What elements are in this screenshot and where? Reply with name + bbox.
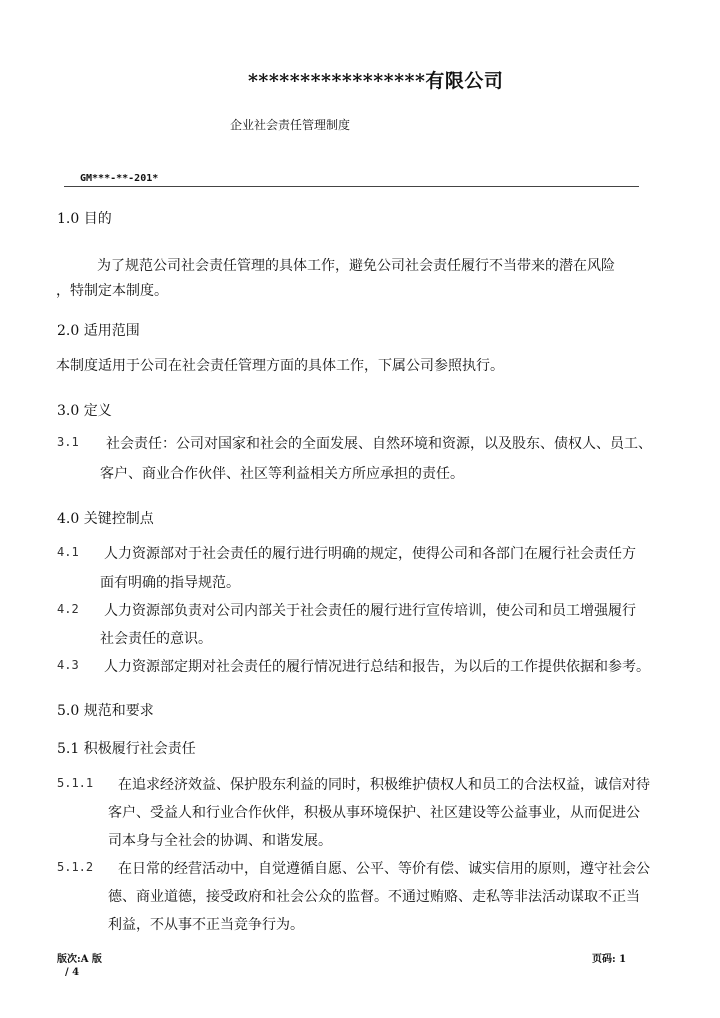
item-3-1-number: 3.1 [57,435,79,449]
footer-page-total: / 4 [65,967,80,978]
document-title: 企业社会责任管理制度 [230,118,351,132]
item-5-1-1-line-3: 司本身与全社会的协调、和谐发展。 [108,833,332,849]
item-5-1-2-number: 5.1.2 [57,860,94,874]
section-2-heading: 2.0 适用范围 [57,323,140,339]
item-5-1-1-line-2: 客户、受益人和行业合作伙伴，积极从事环境保护、社区建设等公益事业，从而促进公 [108,805,640,821]
section-3-heading: 3.0 定义 [57,403,112,419]
section-1-paragraph-line-2: ，特制定本制度。 [56,283,168,299]
item-4-1-number: 4.1 [57,545,79,559]
section-2-paragraph: 本制度适用于公司在社会责任管理方面的具体工作，下属公司参照执行。 [56,358,504,374]
item-4-1-line-1: 人力资源部对于社会责任的履行进行明确的规定，使得公司和各部门在履行社会责任方 [104,546,636,562]
item-4-3-number: 4.3 [57,658,79,672]
company-name: *****************有限公司 [248,70,504,92]
item-3-1-line-1: 社会责任：公司对国家和社会的全面发展、自然环境和资源，以及股东、债权人、员工、 [106,436,652,452]
item-5-1-2-line-3: 利益，不从事不正当竞争行为。 [108,917,304,933]
item-4-2-line-1: 人力资源部负责对公司内部关于社会责任的履行进行宣传培训，使公司和员工增强履行 [104,603,636,619]
section-5-heading: 5.0 规范和要求 [57,703,154,719]
footer-version: 版次:A 版 [57,954,102,965]
item-4-2-line-2: 社会责任的意识。 [100,631,212,647]
document-code: GM***-**-201* [80,173,159,184]
item-4-2-number: 4.2 [57,602,79,616]
section-4-heading: 4.0 关键控制点 [57,511,154,527]
section-5-1-heading: 5.1 积极履行社会责任 [57,741,196,757]
section-1-heading: 1.0 目的 [57,211,112,227]
header-divider [64,186,639,187]
footer-page-number: 页码: 1 [592,954,627,965]
item-5-1-2-line-2: 德、商业道德，接受政府和社会公众的监督。不通过贿赂、走私等非法活动谋取不正当 [108,889,640,905]
item-5-1-2-line-1: 在日常的经营活动中，自觉遵循自愿、公平、等价有偿、诚实信用的原则，遵守社会公 [118,861,650,877]
section-1-paragraph-line-1: 为了规范公司社会责任管理的具体工作，避免公司社会责任履行不当带来的潜在风险 [97,258,615,274]
item-3-1-line-2: 客户、商业合作伙伴、社区等利益相关方所应承担的责任。 [100,466,464,482]
item-5-1-1-line-1: 在追求经济效益、保护股东利益的同时，积极维护债权人和员工的合法权益，诚信对待 [118,777,650,793]
item-4-1-line-2: 面有明确的指导规范。 [100,575,240,591]
item-4-3-line-1: 人力资源部定期对社会责任的履行情况进行总结和报告，为以后的工作提供依据和参考。 [104,659,650,675]
item-5-1-1-number: 5.1.1 [57,776,94,790]
